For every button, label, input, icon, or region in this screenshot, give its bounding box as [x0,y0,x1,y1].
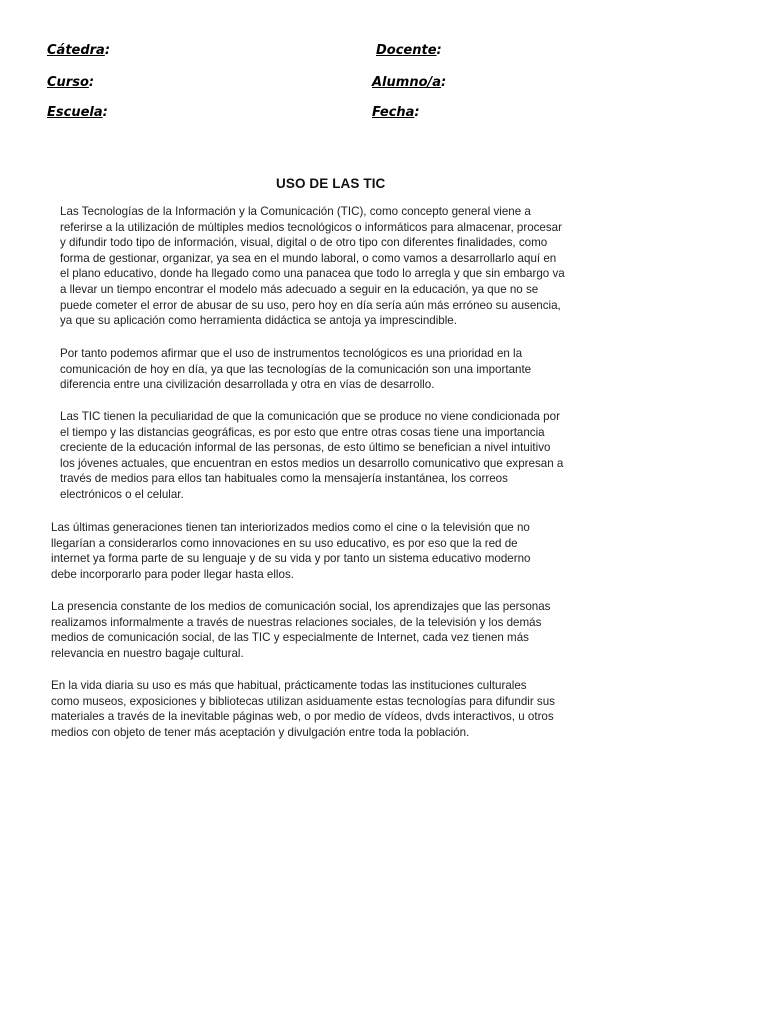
text-line: forma de gestionar, organizar, ya sea en el mundo laboral, o como vamos a desarrollarlo aquí en [60,251,557,265]
text-line: ya que su aplicación como herramienta didáctica se antoja ya imprescindible. [60,314,457,328]
paragraph-3 [60,409,563,503]
paragraph-4 [51,520,531,582]
text-line: puede cometer el error de abusar de su uso, pero hoy en día sería aún más erróneo su ausencia, [60,298,561,312]
text-line: internet ya forma parte de su lenguaje y de su vida y por tanto un sistema educativo moderno [51,552,531,566]
text-line: el plano educativo, donde ha llegado como una panacea que todo lo arregla y que sin embargo va [60,267,565,281]
text-line: relevancia en nuestro bagaje cultural. [51,646,244,660]
paragraph-1 [60,204,565,329]
curso-field: Curso: [47,75,95,90]
document-title: USO DE LAS TIC [276,176,386,191]
text-line: materiales a través de la inevitable páginas web, o por medio de vídeos, dvds interactivos, u otros [51,710,554,724]
alumno-field: Alumno/a: [372,75,447,90]
alumno-label: Alumno/a [372,75,442,90]
paragraph-2 [60,346,531,393]
text-line: y difundir todo tipo de información, visual, digital o de otro tipo con diferentes finalidades, como [60,236,548,250]
paragraph-5 [51,599,550,661]
text-line: Las últimas generaciones tienen tan interiorizados medios como el cine o la televisión que no [51,521,530,534]
escuela-field: Escuela: [47,105,108,120]
text-line: creciente de la educación informal de las personas, de esto último se benefician a nivel intuitivo [60,441,551,455]
text-line: comunicación de hoy en día, ya que las tecnologías de la comunicación son una importante [60,362,532,376]
paragraph-6 [51,678,555,740]
catedra-label: Cátedra [47,43,105,58]
text-line: Las TIC tienen la peculiaridad de que la comunicación que se produce no viene condicionada por [60,410,560,423]
fecha-field: Fecha: [372,105,420,120]
text-line: debe incorporarlo para poder llegar hasta ellos. [51,567,294,581]
text-line: Por tanto podemos afirmar que el uso de instrumentos tecnológicos es una prioridad en la [60,347,523,360]
text-line: través de medios para ellos tan habituales como la mensajería instantánea, los correos [60,472,508,486]
text-line: La presencia constante de los medios de comunicación social, los aprendizajes que las personas [51,600,551,613]
curso-label: Curso [47,75,89,90]
escuela-label: Escuela [47,105,103,120]
text-line: medios de comunicación social, de las TIC y especialmente de Internet, cada vez tienen más [51,631,529,645]
docente-label: Docente [376,43,437,58]
text-line: En la vida diaria su uso es más que habitual, prácticamente todas las instituciones culturales [51,679,527,692]
text-line: el tiempo y las distancias geográficas, es por esto que entre otras cosas tiene una importancia [60,425,545,439]
text-line: diferencia entre una civilización desarrollada y otra en vías de desarrollo. [60,378,435,392]
text-line: llegarían a considerarlos como innovaciones en su uso educativo, es por eso que la red de [51,536,518,550]
text-line: medios con objeto de tener más aceptación y divulgación entre toda la población. [51,725,470,739]
fecha-label: Fecha [372,105,415,120]
text-line: los jóvenes actuales, que encuentran en estos medios un desarrollo comunicativo que expresan a [60,456,564,470]
text-line: electrónicos o el celular. [60,487,184,501]
docente-field: Docente: [376,43,442,58]
text-line: referirse a la utilización de múltiples medios tecnológicos o informáticos para almacenar, procesar [60,220,562,234]
text-line: realizamos informalmente a través de nuestras relaciones sociales, de la televisión y los demás [51,615,542,629]
text-line: como museos, exposiciones y bibliotecas utilizan asiduamente estas tecnologías para difundir sus [51,694,555,708]
text-line: Las Tecnologías de la Información y la Comunicación (TIC), como concepto general viene a [60,205,531,218]
text-line: a llevar un tiempo encontrar el modelo más adecuado a seguir en la educación, ya que no se [60,282,539,296]
catedra-field: Cátedra: [47,43,111,58]
